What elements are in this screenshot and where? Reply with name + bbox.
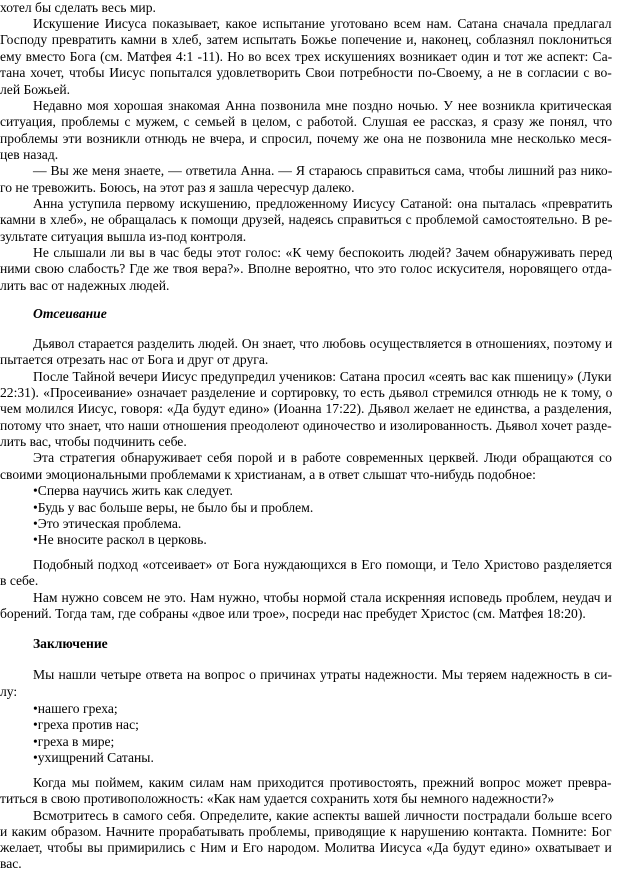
text-line: Эта стратегия обнаруживает себя порой и в работе современных церквей. Люди обращаются со [33, 450, 612, 465]
text-line: проблемы эти возникли отнюдь не вчера, и спросил, почему же она не позвонила мне несколько меся- [0, 131, 612, 146]
text-line: лить вас, чтобы подчинить себе. [0, 434, 187, 449]
text-line: хотел бы сделать весь мир. [0, 0, 156, 15]
text-line: борений. Тогда там, где собраны «двое или трое», посреди нас пребудет Христос (см. Матфея 18:20). [0, 606, 586, 621]
list-item: •Не вносите раскол в церковь. [33, 532, 207, 547]
text-line: лить вас от надежных людей. [0, 278, 170, 293]
text-line: ему вместо Бога (см. Матфея 4:1 -11). Но во всех трех искушениях возникает один и тот же аспект: Са- [0, 49, 613, 64]
text-line: Мы нашли четыре ответа на вопрос о причинах утраты надежности. Мы теряем надежность в си- [33, 667, 613, 682]
text-line: Не слышали ли вы в час беды этот голос: «К чему беспокоить людей? Зачем обнаруживать перед [33, 245, 613, 260]
list-item: •нашего греха; [33, 701, 118, 716]
text-line: Господу превратить камни в хлеб, затем испытать Божье попечение и, наконец, соблазнял поклониться [0, 32, 612, 47]
text-line: Недавно моя хорошая знакомая Анна позвонила мне поздно ночью. У нее возникла критическая [33, 98, 612, 113]
text-line: Анна уступила первому искушению, предложенному Иисусу Сатаной: она пыталась «превратить [33, 196, 613, 211]
list-item: •греха в мире; [33, 734, 115, 749]
text-line: После Тайной вечери Иисус предупредил учеников: Сатана просил «сеять вас как пшеницу» (Луки [33, 369, 612, 384]
text-line: Нам нужно совсем не это. Нам нужно, чтобы нормой стала искренняя исповедь проблем, неудач и [33, 590, 612, 605]
text-line: Когда мы поймем, каким силам нам приходится противостоять, прежний вопрос может превра- [33, 775, 612, 790]
text-line: цев назад. [0, 147, 59, 162]
list-item: •Будь у вас больше веры, не было бы и проблем. [33, 500, 314, 515]
text-line: зультате ситуация вышла из-под контроля. [0, 229, 247, 244]
section-heading: Заключение [33, 636, 108, 651]
text-line: своими эмоциональными проблемами к христианам, а в ответ слышат что-нибудь подобное: [0, 467, 536, 482]
text-line: Дьявол старается разделить людей. Он знает, что любовь осуществляется в отношениях, поэтому и [33, 336, 613, 351]
text-line: в себе. [0, 573, 39, 588]
list-item: •ухищрений Сатаны. [33, 750, 154, 765]
text-line: камни в хлеб», не обращалась к помощи друзей, надеясь справиться с проблемой самостоятельно. В ре- [0, 212, 613, 227]
text-line: и каким образом. Начните прорабатывать проблемы, приводящие к нарушению контакта. Помните: Бог [0, 824, 612, 839]
text-line: ситуация, проблемы с мужем, с семьей в целом, с работой. Слушая ее рассказ, я сразу же понял, что [0, 114, 613, 129]
list-item: •Это этическая проблема. [33, 516, 182, 531]
text-line: чем молился Иисус, говоря: «Да будут едино» (Иоанна 17:22). Дьявол желает не единства, а разделения, [0, 401, 612, 416]
text-line: — Вы же меня знаете, — ответила Анна. — Я стараюсь справиться сама, чтобы лишний раз нико- [33, 163, 613, 178]
text-line: лей Божьей. [0, 82, 71, 97]
section-heading: Отсеивание [33, 306, 107, 321]
text-line: вас. [0, 856, 22, 871]
text-line: пытается отрезать нас от Бога и друг от друга. [0, 352, 269, 367]
text-line: Подобный подход «отсеивает» от Бога нуждающихся в Его помощи, и Тело Христово разделяется [33, 557, 612, 572]
text-line: го не тревожить. Боюсь, на этот раз я зашла чересчур далеко. [0, 180, 355, 195]
text-line: лу: [0, 684, 18, 699]
text-line: потому что знает, что наши отношения преодолеют одиночество и изолированность. Дьявол хочет разде- [0, 418, 612, 433]
text-line: Искушение Иисуса показывает, какое испытание уготовано всем нам. Сатана сначала предлагал [33, 16, 612, 31]
text-line: ними свою слабость? Где же твоя вера?». Вполне вероятно, что это голос искусителя, норовящего отда- [0, 261, 612, 276]
list-item: •Сперва научись жить как следует. [33, 483, 233, 498]
text-line: Всмотритесь в самого себя. Определите, какие аспекты вашей личности пострадали больше всего [33, 808, 613, 823]
text-line: 22:31). «Просеивание» означает разделение и сортировку, то есть дьявол стремился отнюдь не к тому, о [0, 385, 613, 400]
text-line: желает, чтобы вы примирились с Ним и Его народом. Молитва Иисуса «Да будут едино» охватывает и [0, 840, 612, 855]
text-line: тана хочет, чтобы Иисус попытался удовлетворить Свои потребности по-Своему, а не в согласии с во- [0, 65, 612, 80]
text-line: титься в свою противоположность: «Как нам удается сохранить хотя бы немного надежности?» [0, 791, 555, 806]
list-item: •греха против нас; [33, 717, 139, 732]
